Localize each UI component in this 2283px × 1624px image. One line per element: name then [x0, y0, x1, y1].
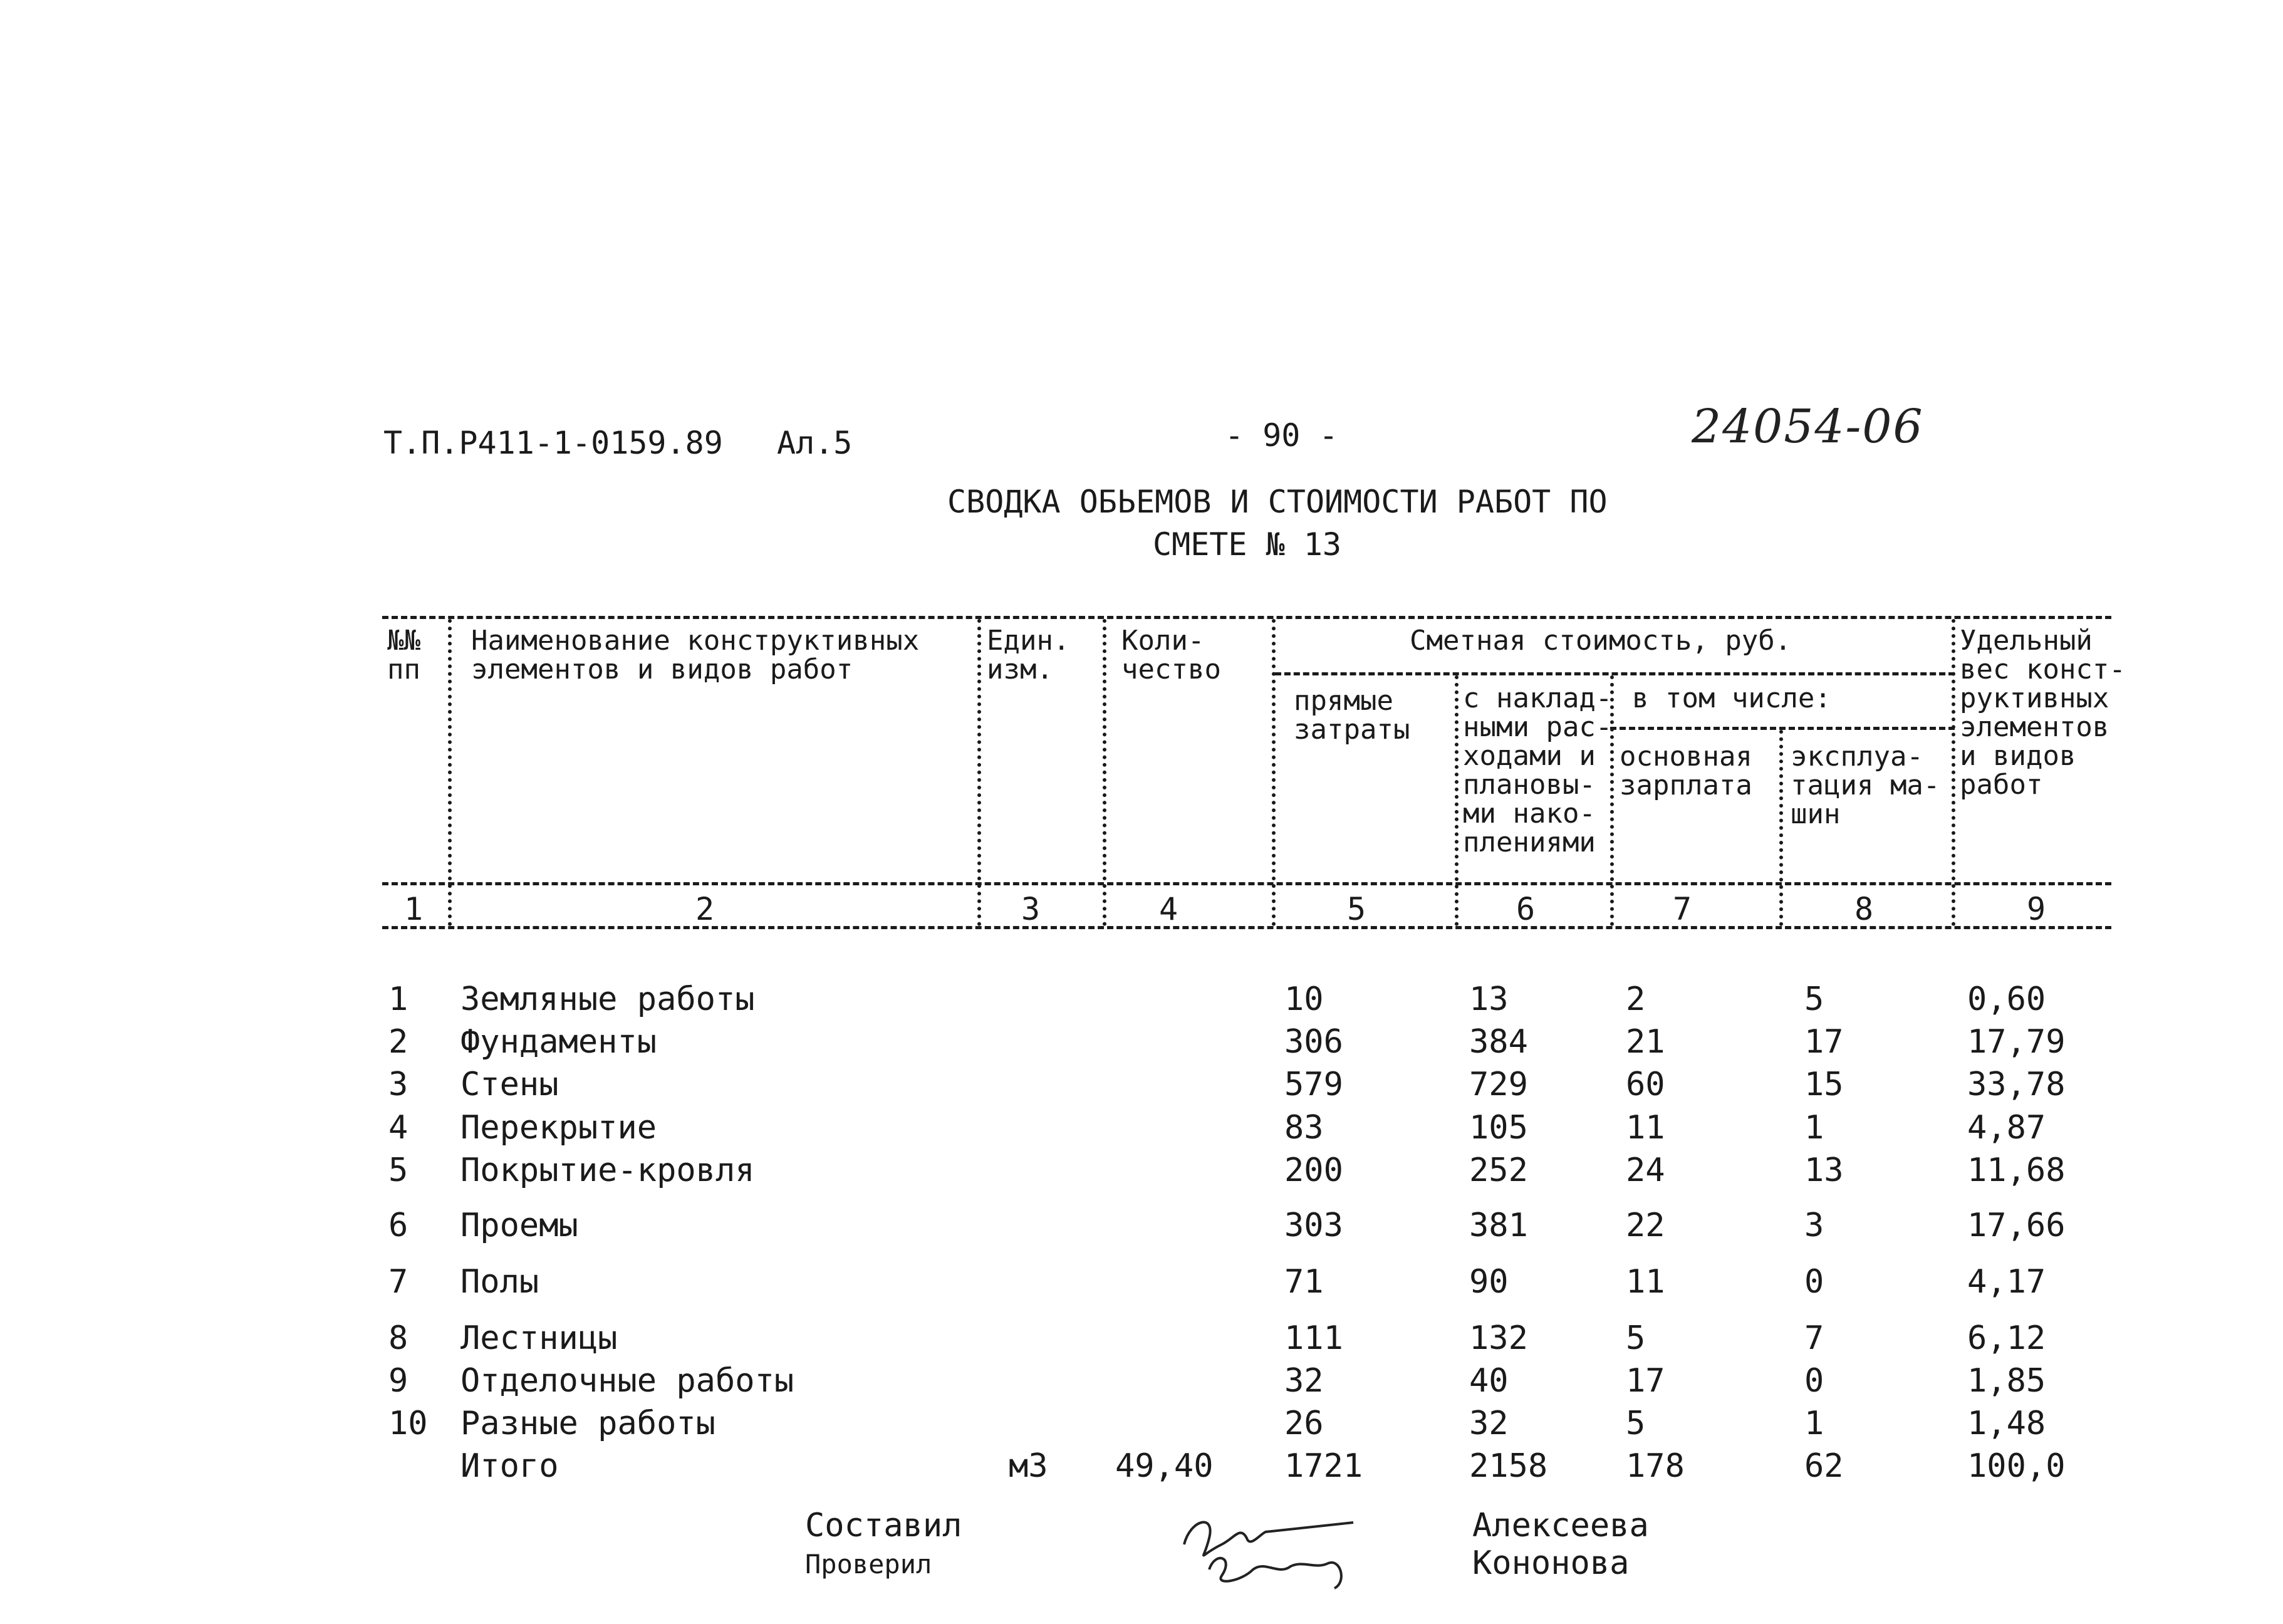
row-machine-operation: 13 [1804, 1152, 1844, 1189]
column-separator [977, 619, 981, 926]
cost-subheader-rule [1275, 672, 1955, 675]
column-numbers-bottom-rule [382, 926, 2111, 929]
row-share: 6,12 [1967, 1320, 2046, 1357]
row-share: 1,85 [1967, 1362, 2046, 1400]
row-machine-operation: 1 [1804, 1109, 1824, 1147]
row-direct-costs: 26 [1284, 1405, 1324, 1442]
column-number: 7 [1673, 891, 1692, 927]
row-name: Фундаменты [460, 1023, 657, 1061]
column-separator [1952, 619, 1955, 926]
row-machine-operation: 7 [1804, 1320, 1824, 1357]
row-with-overhead: 90 [1469, 1263, 1509, 1301]
total-label: Итого [460, 1447, 559, 1485]
document-code: Т.П.Р411-1-0159.89 [383, 425, 723, 461]
header-direct-costs: прямые затраты [1294, 685, 1410, 746]
row-base-wages: 11 [1626, 1263, 1665, 1301]
row-machine-operation: 3 [1804, 1207, 1824, 1244]
row-base-wages: 60 [1626, 1066, 1665, 1103]
row-name: Отделочные работы [460, 1362, 794, 1400]
checked-by-label: Проверил [805, 1549, 932, 1580]
row-number: 3 [388, 1066, 408, 1103]
row-name: Полы [460, 1263, 539, 1301]
row-with-overhead: 252 [1469, 1152, 1528, 1189]
total-machine-operation: 62 [1804, 1447, 1844, 1485]
row-base-wages: 17 [1626, 1362, 1665, 1400]
row-name: Земляные работы [460, 981, 755, 1018]
row-machine-operation: 17 [1804, 1023, 1844, 1061]
total-base-wages: 178 [1626, 1447, 1685, 1485]
row-with-overhead: 105 [1469, 1109, 1528, 1147]
column-number: 1 [404, 891, 424, 927]
header-bottom-rule [382, 882, 2111, 885]
row-base-wages: 21 [1626, 1023, 1665, 1061]
table-top-rule [382, 616, 2111, 619]
row-name: Лестницы [460, 1320, 618, 1357]
page-subtitle: СМЕТЕ № 13 [1153, 526, 1342, 563]
row-direct-costs: 32 [1284, 1362, 1324, 1400]
handwritten-registration-number: 24054-06 [1692, 400, 1924, 454]
row-name: Перекрытие [460, 1109, 657, 1147]
header-including: в том числе: [1632, 682, 1831, 714]
column-number: 6 [1516, 891, 1536, 927]
header-row-number: №№ пп [387, 625, 420, 685]
row-with-overhead: 40 [1469, 1362, 1509, 1400]
row-direct-costs: 306 [1284, 1023, 1343, 1061]
row-share: 11,68 [1967, 1152, 2066, 1189]
handwritten-signatures [1172, 1501, 1366, 1595]
compiled-by-label: Составил [805, 1507, 962, 1544]
column-separator [448, 619, 452, 926]
row-share: 4,17 [1967, 1263, 2046, 1301]
header-unit: Един. изм. [987, 625, 1070, 685]
column-separator [1455, 675, 1459, 926]
row-machine-operation: 15 [1804, 1066, 1844, 1103]
row-share: 4,87 [1967, 1109, 2046, 1147]
row-machine-operation: 0 [1804, 1362, 1824, 1400]
row-number: 9 [388, 1362, 408, 1400]
row-share: 0,60 [1967, 981, 2046, 1018]
row-name: Разные работы [460, 1405, 715, 1442]
column-number: 4 [1159, 891, 1178, 927]
column-number: 5 [1347, 891, 1366, 927]
column-separator [1103, 619, 1106, 926]
total-quantity: 49,40 [1115, 1447, 1214, 1485]
total-direct-costs: 1721 [1284, 1447, 1363, 1485]
row-name: Стены [460, 1066, 559, 1103]
header-share: Удельный вес конст- руктивных элементов и видов работ [1960, 625, 2126, 801]
row-number: 1 [388, 981, 408, 1018]
total-unit: м3 [1009, 1447, 1048, 1485]
column-number: 8 [1854, 891, 1874, 927]
row-base-wages: 24 [1626, 1152, 1665, 1189]
row-share: 17,79 [1967, 1023, 2066, 1061]
row-with-overhead: 729 [1469, 1066, 1528, 1103]
row-direct-costs: 83 [1284, 1109, 1324, 1147]
row-machine-operation: 1 [1804, 1405, 1824, 1442]
row-with-overhead: 384 [1469, 1023, 1528, 1061]
column-separator [1779, 730, 1783, 926]
album-number: Ал.5 [777, 425, 853, 461]
row-base-wages: 5 [1626, 1405, 1646, 1442]
row-number: 4 [388, 1109, 408, 1147]
column-number: 9 [2027, 891, 2046, 927]
row-with-overhead: 32 [1469, 1405, 1509, 1442]
header-quantity: Коли- чество [1121, 625, 1221, 685]
row-direct-costs: 579 [1284, 1066, 1343, 1103]
compiled-by-name: Алексеева [1472, 1507, 1649, 1544]
row-with-overhead: 13 [1469, 981, 1509, 1018]
row-number: 7 [388, 1263, 408, 1301]
row-base-wages: 2 [1626, 981, 1646, 1018]
page-title: СВОДКА ОБЬЕМОВ И СТОИМОСТИ РАБОТ ПО [947, 484, 1608, 520]
row-with-overhead: 132 [1469, 1320, 1528, 1357]
column-separator [1272, 619, 1276, 926]
row-base-wages: 22 [1626, 1207, 1665, 1244]
row-base-wages: 11 [1626, 1109, 1665, 1147]
total-share: 100,0 [1967, 1447, 2066, 1485]
row-direct-costs: 303 [1284, 1207, 1343, 1244]
row-direct-costs: 200 [1284, 1152, 1343, 1189]
header-name: Наименование конструктивных элементов и видов работ [471, 625, 920, 685]
total-with-overhead: 2158 [1469, 1447, 1548, 1485]
row-direct-costs: 111 [1284, 1320, 1343, 1357]
row-base-wages: 5 [1626, 1320, 1646, 1357]
row-name: Проемы [460, 1207, 578, 1244]
row-share: 1,48 [1967, 1405, 2046, 1442]
header-machine-operation: эксплуа- тация ма- шин [1791, 741, 1940, 830]
page-number: - 90 - [1225, 417, 1338, 454]
row-machine-operation: 0 [1804, 1263, 1824, 1301]
column-number: 2 [695, 891, 715, 927]
header-base-wages: основная зарплата [1620, 741, 1752, 801]
row-number: 2 [388, 1023, 408, 1061]
row-share: 17,66 [1967, 1207, 2066, 1244]
row-direct-costs: 71 [1284, 1263, 1324, 1301]
row-direct-costs: 10 [1284, 981, 1324, 1018]
row-name: Покрытие-кровля [460, 1152, 755, 1189]
row-machine-operation: 5 [1804, 981, 1824, 1018]
row-number: 6 [388, 1207, 408, 1244]
header-with-overhead: с наклад- ными рас- ходами и плановы- ми нако- плениями [1463, 682, 1613, 858]
row-with-overhead: 381 [1469, 1207, 1528, 1244]
checked-by-name: Кононова [1472, 1544, 1630, 1582]
row-number: 5 [388, 1152, 408, 1189]
column-number: 3 [1021, 891, 1041, 927]
row-number: 8 [388, 1320, 408, 1357]
row-number: 10 [388, 1405, 428, 1442]
header-estimated-cost: Сметная стоимость, руб. [1410, 625, 1792, 657]
row-share: 33,78 [1967, 1066, 2066, 1103]
